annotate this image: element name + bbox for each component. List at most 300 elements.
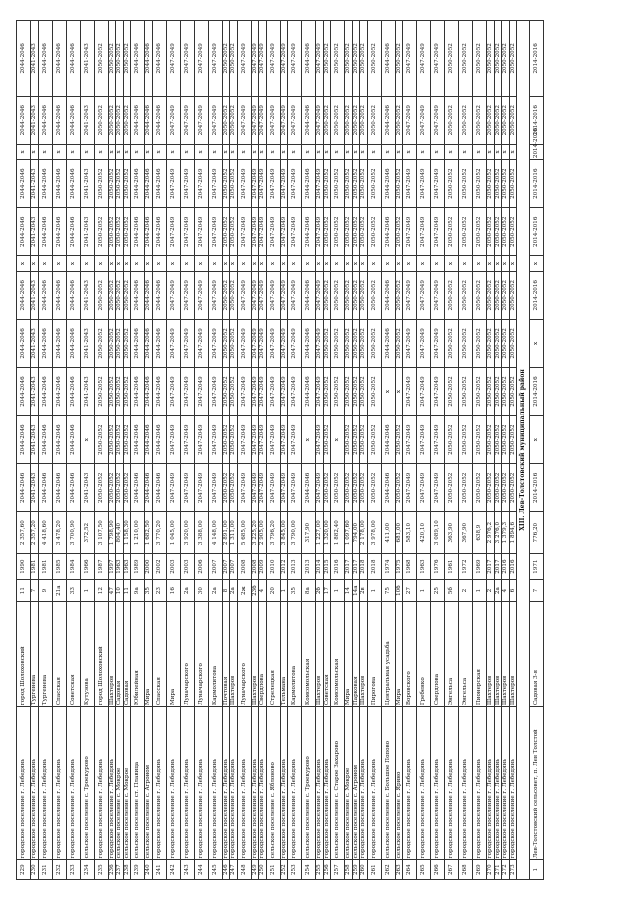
period-cell: х — [145, 256, 153, 271]
period-cell: 2050-2052 — [230, 464, 238, 512]
settlement-cell: городское поселение г. Лебедянь — [180, 707, 194, 860]
period-cell: 2044-2046 — [381, 416, 395, 464]
period-cell: х — [323, 144, 331, 159]
total-period-cell: 2047-2049 — [166, 21, 180, 97]
house-number-cell: 1 — [417, 580, 431, 602]
period-cell: 2047-2049 — [166, 96, 180, 144]
total-period-cell: 2050-2052 — [123, 21, 131, 97]
row-number-cell: 260 — [360, 860, 368, 880]
street-cell: Шахтеров — [494, 602, 502, 707]
period-cell: 2047-2049 — [288, 319, 302, 367]
total-period-cell: 2047-2049 — [417, 21, 431, 97]
row-number-cell: 272 — [502, 860, 510, 880]
period-cell: 2050-2052 — [502, 208, 510, 256]
period-cell: 2050-2052 — [395, 208, 403, 256]
total-period-cell: 2050-2052 — [459, 21, 473, 97]
period-cell: 2050-2052 — [323, 208, 331, 256]
house-number-cell: 2а — [230, 580, 238, 602]
period-cell: х — [131, 256, 145, 271]
period-cell: 2044-2046 — [17, 208, 31, 256]
period-cell: 2050-2052 — [323, 367, 331, 415]
period-cell: 2044-2046 — [66, 271, 80, 319]
row-number-cell: 255 — [316, 860, 324, 880]
period-cell: 2050-2052 — [230, 319, 238, 367]
house-number-cell: 2а — [180, 580, 194, 602]
row-number-cell: 246 — [222, 860, 230, 880]
period-cell: х — [381, 367, 395, 415]
period-cell: 2050-2052 — [352, 367, 360, 415]
period-cell: 2050-2052 — [352, 96, 360, 144]
period-cell: 2050-2052 — [331, 319, 345, 367]
period-cell: 2014-2016 — [530, 271, 544, 319]
settlement-cell: сельское поселение с. Агроном — [352, 707, 360, 860]
street-cell: Шахтеров — [360, 602, 368, 707]
period-cell: 2044-2046 — [38, 96, 52, 144]
table-row — [38, 21, 52, 880]
period-cell: 2047-2049 — [259, 367, 267, 415]
period-cell: 2047-2049 — [417, 319, 431, 367]
period-cell: 2047-2049 — [266, 319, 280, 367]
period-cell: 2050-2052 — [123, 367, 131, 415]
area-cell: 1 311,00 — [230, 512, 238, 554]
house-number-cell: 11 — [17, 580, 31, 602]
house-number-cell: 1 — [331, 580, 345, 602]
period-cell: х — [52, 144, 66, 159]
settlement-cell: городское поселение г. Лебедянь — [288, 707, 302, 860]
row-number-cell: 271 — [494, 860, 502, 880]
settlement-cell: городское поселение г. Лебедянь — [52, 707, 66, 860]
period-cell: х — [52, 256, 66, 271]
period-cell: х — [288, 144, 302, 159]
house-number-cell: 20 — [266, 580, 280, 602]
house-number-cell: 10б — [395, 580, 403, 602]
period-cell: 2047-2049 — [208, 416, 222, 464]
year-cell: 2008 — [251, 553, 259, 579]
house-number-cell: 1 — [367, 580, 381, 602]
total-period-cell: 2050-2052 — [345, 21, 353, 97]
period-cell: х — [266, 144, 280, 159]
street-cell: Советская — [66, 602, 80, 707]
period-cell: х — [17, 256, 31, 271]
period-cell: 2050-2052 — [473, 367, 487, 415]
row-number-cell: 230 — [31, 860, 39, 880]
street-cell: Советская — [323, 602, 331, 707]
row-number-cell: 248 — [237, 860, 251, 880]
settlement-cell: городское поселение г. Лебедянь — [94, 707, 108, 860]
table-row — [417, 21, 431, 880]
period-cell: 2050-2052 — [222, 160, 230, 208]
period-cell: х — [280, 256, 288, 271]
period-cell: х — [108, 256, 116, 271]
period-cell: 2050-2052 — [509, 271, 517, 319]
period-cell: 2047-2049 — [166, 464, 180, 512]
street-cell: Садовая — [123, 602, 131, 707]
period-cell: 2047-2049 — [194, 319, 208, 367]
period-cell: х — [222, 144, 230, 159]
period-cell: 2050-2052 — [367, 416, 381, 464]
period-cell: х — [494, 144, 502, 159]
period-cell: 2050-2052 — [108, 319, 116, 367]
period-cell: х — [194, 144, 208, 159]
year-cell: 2017 — [487, 553, 495, 579]
row-number-cell: 269 — [473, 860, 487, 880]
period-cell: 2050-2052 — [395, 160, 403, 208]
street-cell: Стрелецкая — [266, 602, 280, 707]
period-cell: 2050-2052 — [459, 367, 473, 415]
year-cell: 2003 — [180, 553, 194, 579]
period-cell: 2050-2052 — [502, 319, 510, 367]
period-cell: 2047-2049 — [259, 416, 267, 464]
street-cell: Энгельса — [445, 602, 459, 707]
table-row — [395, 21, 403, 880]
period-cell: 2044-2046 — [145, 208, 153, 256]
street-cell: Луначарского — [180, 602, 194, 707]
year-cell: 2017 — [352, 553, 360, 579]
year-cell: 2012 — [280, 553, 288, 579]
area-cell: 1 682,50 — [145, 512, 153, 554]
table-row — [494, 21, 502, 880]
house-number-cell: 23 — [152, 580, 166, 602]
period-cell: х — [302, 416, 316, 464]
settlement-cell: городское поселение г. Лебедянь — [152, 707, 166, 860]
period-cell: 2044-2046 — [131, 367, 145, 415]
period-cell: х — [237, 256, 251, 271]
total-period-cell: 2050-2052 — [108, 21, 116, 97]
period-cell: 2041-2043 — [80, 160, 94, 208]
period-cell: х — [459, 256, 473, 271]
period-cell: 2047-2049 — [417, 96, 431, 144]
house-number-cell: 10 — [116, 580, 124, 602]
total-period-cell: 2044-2046 — [302, 21, 316, 97]
period-cell: 2044-2046 — [152, 208, 166, 256]
period-cell: 2050-2052 — [367, 367, 381, 415]
period-cell: 2047-2049 — [280, 319, 288, 367]
street-cell: Шахтеров — [108, 602, 116, 707]
row-number-cell: 273 — [509, 860, 517, 880]
section-caption: XIII. Лев-Толстовский муниципальный район — [517, 21, 530, 880]
period-cell: 2050-2052 — [487, 319, 495, 367]
period-cell: 2050-2052 — [331, 367, 345, 415]
street-cell: Юбилейная — [131, 602, 145, 707]
settlement-cell: городское поселение г. Лебедянь — [431, 707, 445, 860]
row-number-cell: 236 — [108, 860, 116, 880]
house-number-cell: 4 — [259, 580, 267, 602]
area-cell: 681,00 — [395, 512, 403, 554]
house-number-cell: 7 — [530, 580, 544, 602]
house-number-cell: 8а — [302, 580, 316, 602]
period-cell: 2050-2052 — [509, 367, 517, 415]
row-number-cell: 253 — [288, 860, 302, 880]
year-cell: 2002 — [152, 553, 166, 579]
year-cell: 2006 — [194, 553, 208, 579]
table-row — [194, 21, 208, 880]
street-cell: Луначарского — [237, 602, 251, 707]
period-cell: 2047-2049 — [251, 416, 259, 464]
period-cell: 2050-2052 — [509, 464, 517, 512]
period-cell: 2044-2046 — [152, 319, 166, 367]
period-cell: 2044-2046 — [381, 208, 395, 256]
settlement-cell: городское поселение г. Лебедянь — [502, 707, 510, 860]
table-row — [280, 21, 288, 880]
period-cell: 2047-2049 — [251, 367, 259, 415]
period-cell: 2050-2052 — [487, 96, 495, 144]
period-cell: х — [494, 256, 502, 271]
period-cell: 2047-2049 — [280, 271, 288, 319]
period-cell: 2044-2046 — [302, 319, 316, 367]
area-cell: 3 700,90 — [66, 512, 80, 554]
street-cell: Шахтеров — [487, 602, 495, 707]
period-cell: х — [530, 256, 544, 271]
period-cell: 2044-2046 — [152, 271, 166, 319]
period-cell: 2047-2049 — [180, 464, 194, 512]
area-cell: 1 097,60 — [345, 512, 353, 554]
settlement-cell: городское поселение г. Лебедянь — [487, 707, 495, 860]
year-cell: 1966 — [80, 553, 94, 579]
period-cell: 2047-2049 — [288, 96, 302, 144]
period-cell: х — [208, 256, 222, 271]
settlement-cell: сельское поселение с. Агроном — [145, 707, 153, 860]
area-cell: 2 891,00 — [222, 512, 230, 554]
period-cell: 2047-2049 — [431, 208, 445, 256]
period-cell: х — [31, 144, 39, 159]
period-cell: х — [208, 144, 222, 159]
period-cell: 2044-2046 — [145, 319, 153, 367]
period-cell: х — [38, 144, 52, 159]
street-cell: Тургенева — [31, 602, 39, 707]
house-number-cell: 1 — [280, 580, 288, 602]
period-cell: 2047-2049 — [431, 319, 445, 367]
total-period-cell: 2050-2052 — [230, 21, 238, 97]
period-cell: 2050-2052 — [459, 160, 473, 208]
street-cell: Тельмана — [280, 602, 288, 707]
period-cell: х — [38, 256, 52, 271]
year-cell: 1961 — [445, 553, 459, 579]
table-row — [145, 21, 153, 880]
period-cell: 2047-2049 — [403, 271, 417, 319]
period-cell: 2044-2046 — [66, 416, 80, 464]
period-cell: 2050-2052 — [116, 208, 124, 256]
period-cell: 2047-2049 — [251, 96, 259, 144]
total-period-cell: 2047-2049 — [237, 21, 251, 97]
period-cell: 2050-2052 — [323, 464, 331, 512]
street-cell: Свердлова — [431, 602, 445, 707]
street-cell: город Шолоховский — [94, 602, 108, 707]
period-cell: 2044-2046 — [302, 96, 316, 144]
table-row — [108, 21, 116, 880]
settlement-cell: городское поселение г. Лебедянь — [360, 707, 368, 860]
period-cell: 2050-2052 — [502, 464, 510, 512]
street-cell: Гребенко — [417, 602, 431, 707]
period-cell: 2041-2043 — [31, 416, 39, 464]
settlement-cell: городское поселение г. Лебедянь — [31, 707, 39, 860]
period-cell: 2050-2052 — [108, 416, 116, 464]
period-cell: х — [94, 256, 108, 271]
settlement-cell: сельское поселение с. Мокрое — [345, 707, 353, 860]
total-period-cell: 2050-2052 — [487, 21, 495, 97]
period-cell: 2047-2049 — [251, 160, 259, 208]
total-period-cell: 2047-2049 — [180, 21, 194, 97]
table-row — [66, 21, 80, 880]
period-cell: х — [180, 144, 194, 159]
table-row — [509, 21, 517, 880]
period-cell: 2041-2043 — [31, 367, 39, 415]
period-cell: х — [166, 256, 180, 271]
period-cell: 2047-2049 — [417, 416, 431, 464]
period-cell: 2047-2049 — [403, 416, 417, 464]
period-cell: 2050-2052 — [473, 319, 487, 367]
period-cell: 2047-2049 — [403, 160, 417, 208]
total-period-cell: 2044-2046 — [381, 21, 395, 97]
period-cell: 2047-2049 — [166, 271, 180, 319]
period-cell: 2047-2049 — [431, 160, 445, 208]
settlement-cell: городское поселение г. Лебедянь — [367, 707, 381, 860]
period-cell: 2047-2049 — [194, 464, 208, 512]
settlement-cell: городское поселение г. Лебедянь — [473, 707, 487, 860]
period-cell: 2041-2043 — [80, 464, 94, 512]
period-cell: 2044-2046 — [152, 416, 166, 464]
area-cell: 372,52 — [80, 512, 94, 554]
period-cell: 2050-2052 — [323, 271, 331, 319]
period-cell: 2050-2052 — [108, 96, 116, 144]
period-cell: 2044-2046 — [52, 367, 66, 415]
settlement-cell: городское поселение г. Лебедянь — [445, 707, 459, 860]
total-period-cell: 2044-2046 — [131, 21, 145, 97]
period-cell: 2050-2052 — [123, 464, 131, 512]
period-cell: 2047-2049 — [251, 208, 259, 256]
house-number-cell: 35 — [145, 580, 153, 602]
section-row — [517, 21, 530, 880]
period-cell: х — [352, 256, 360, 271]
year-cell: 2013 — [288, 553, 302, 579]
period-cell: 2050-2052 — [459, 271, 473, 319]
period-cell: 2050-2052 — [230, 367, 238, 415]
period-cell: 2050-2052 — [509, 160, 517, 208]
period-cell: 2047-2049 — [288, 367, 302, 415]
total-period-cell: 2047-2049 — [194, 21, 208, 97]
period-cell: 2050-2052 — [459, 464, 473, 512]
period-cell: 2047-2049 — [288, 464, 302, 512]
period-cell: х — [166, 144, 180, 159]
period-cell: х — [381, 144, 395, 159]
table-row — [80, 21, 94, 880]
area-cell: 2 357,20 — [31, 512, 39, 554]
period-cell: 2014-2016 — [530, 144, 544, 159]
period-cell: 2044-2046 — [17, 319, 31, 367]
area-cell: 1 882,40 — [331, 512, 345, 554]
period-cell: 2047-2049 — [180, 416, 194, 464]
period-cell: 2050-2052 — [445, 367, 459, 415]
settlement-cell: городское поселение г. Лебедянь — [108, 707, 116, 860]
row-number-cell: 234 — [80, 860, 94, 880]
house-number-cell: 16 — [166, 580, 180, 602]
table-row — [445, 21, 459, 880]
street-cell: Шахтеров — [230, 602, 238, 707]
period-cell: х — [31, 256, 39, 271]
settlement-cell: городское поселение г. Лебедянь — [38, 707, 52, 860]
street-cell: Шахтеров — [502, 602, 510, 707]
period-cell: х — [266, 256, 280, 271]
period-cell: 2050-2052 — [395, 319, 403, 367]
table-row — [208, 21, 222, 880]
table-row — [473, 21, 487, 880]
period-cell: 2050-2052 — [222, 416, 230, 464]
table-row — [367, 21, 381, 880]
period-cell: 2050-2052 — [352, 208, 360, 256]
table-row — [123, 21, 131, 880]
period-cell: 2050-2052 — [473, 96, 487, 144]
table-row — [230, 21, 238, 880]
period-cell: 2050-2052 — [487, 160, 495, 208]
row-number-cell: 254 — [302, 860, 316, 880]
period-cell: 2047-2049 — [316, 208, 324, 256]
total-period-cell: 2050-2052 — [222, 21, 230, 97]
period-cell: х — [123, 256, 131, 271]
period-cell: 2050-2052 — [352, 464, 360, 512]
period-cell: 2050-2052 — [473, 160, 487, 208]
period-cell: 2047-2049 — [403, 208, 417, 256]
period-cell: х — [66, 144, 80, 159]
house-number-cell: 12 — [94, 580, 108, 602]
period-cell: 2050-2052 — [345, 319, 353, 367]
street-cell: Энгельса — [459, 602, 473, 707]
period-cell: 2050-2052 — [367, 160, 381, 208]
period-cell: 2047-2049 — [316, 367, 324, 415]
period-cell: 2050-2052 — [123, 208, 131, 256]
period-cell: 2050-2052 — [116, 416, 124, 464]
period-cell: 2044-2046 — [381, 319, 395, 367]
total-period-cell: 2047-2049 — [266, 21, 280, 97]
row-number-cell: 247 — [230, 860, 238, 880]
period-cell: 2050-2052 — [494, 319, 502, 367]
table-row — [94, 21, 108, 880]
street-cell: Мира — [166, 602, 180, 707]
period-cell: 2050-2052 — [445, 416, 459, 464]
area-cell: 363,90 — [445, 512, 459, 554]
period-cell: 2047-2049 — [431, 271, 445, 319]
settlement-cell: городское поселение г. Лебедянь — [316, 707, 324, 860]
period-cell: 2044-2046 — [52, 96, 66, 144]
period-cell: 2047-2049 — [316, 319, 324, 367]
period-cell: 2044-2046 — [17, 160, 31, 208]
table-row — [316, 21, 324, 880]
period-cell: 2050-2052 — [473, 464, 487, 512]
period-cell: 2044-2046 — [131, 96, 145, 144]
period-cell: 2047-2049 — [288, 416, 302, 464]
period-cell: 2047-2049 — [288, 271, 302, 319]
period-cell: 2047-2049 — [316, 464, 324, 512]
period-cell: 2047-2049 — [251, 464, 259, 512]
settlement-cell: городское поселение г. Лебедянь — [208, 707, 222, 860]
street-cell: Спасская — [52, 602, 66, 707]
period-cell: х — [502, 256, 510, 271]
period-cell: 2050-2052 — [230, 271, 238, 319]
period-cell: х — [222, 256, 230, 271]
area-cell: 3 796,20 — [266, 512, 280, 554]
period-cell: 2050-2052 — [222, 464, 230, 512]
period-cell: 2044-2046 — [131, 160, 145, 208]
row-number-cell: 265 — [417, 860, 431, 880]
period-cell: 2044-2046 — [302, 160, 316, 208]
year-cell: 2016 — [331, 553, 345, 579]
period-cell: 2047-2049 — [237, 416, 251, 464]
period-cell: х — [259, 144, 267, 159]
period-cell: 2050-2052 — [360, 416, 368, 464]
table-row — [17, 21, 31, 880]
settlement-cell: городское поселение г. Лебедянь — [509, 707, 517, 860]
row-number-cell: 257 — [331, 860, 345, 880]
house-number-cell: 9 — [38, 580, 52, 602]
row-number-cell: 252 — [280, 860, 288, 880]
